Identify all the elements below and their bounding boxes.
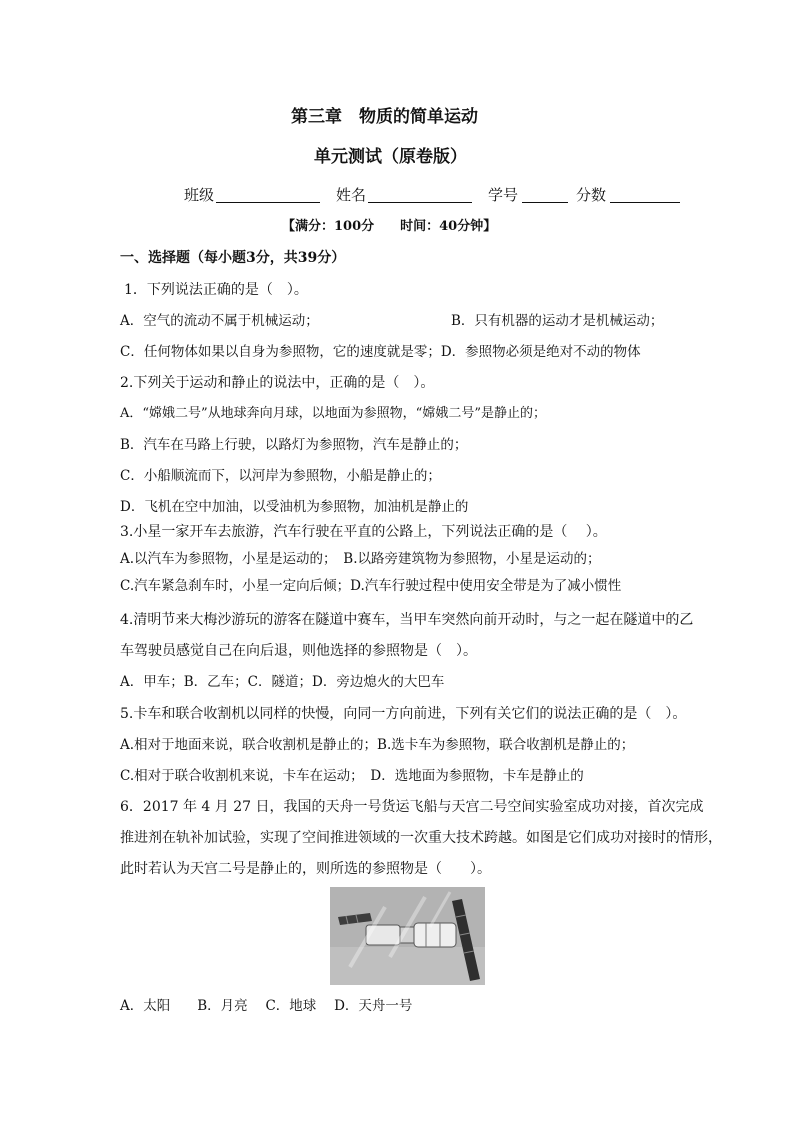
question-6-stem-line-3: 此时若认为天宫二号是静止的，则所选的参照物是（ ）。: [120, 861, 491, 877]
question-6-stem-line-2: 推进剂在轨补加试验，实现了空间推进领域的一次重大技术跨越。如图是它们成功对接时的情形，: [120, 830, 722, 846]
question-2-option-b: B．汽车在马路上行驶，以路灯为参照物，汽车是静止的；: [120, 437, 468, 453]
class-label: 班级: [184, 186, 215, 204]
page-subtitle: 单元测试（原卷版）: [314, 147, 467, 167]
name-label: 姓名: [336, 186, 367, 204]
question-4-stem-line-1: 4.清明节来大梅沙游玩的游客在隧道中赛车，当甲车突然向前开动时，与之一起在隧道中的乙: [120, 612, 694, 628]
question-4-stem-line-2: 车驾驶员感觉自己在向后退，则他选择的参照物是（ ）。: [120, 643, 477, 659]
question-1-option-cd: C．任何物体如果以自身为参照物，它的速度就是零；D．参照物必须是绝对不动的物体: [120, 344, 641, 360]
section-heading: 一、选择题（每小题3分，共39分）: [120, 250, 346, 266]
exam-meta: 【满分：100分 时间：40分钟】: [282, 219, 497, 234]
spacecraft-body-icon: [366, 923, 456, 947]
question-6-options: A．太阳 B．月亮 C．地球 D．天舟一号: [120, 998, 413, 1014]
question-2-option-a: A．“嫦娥二号”从地球奔向月球，以地面为参照物，“嫦娥二号”是静止的；: [120, 406, 546, 421]
spacecraft-docking-image: [330, 887, 485, 985]
id-field[interactable]: [522, 202, 568, 203]
score-label: 分数: [576, 186, 607, 204]
score-field[interactable]: [610, 202, 680, 203]
question-2-stem: 2.下列关于运动和静止的说法中，正确的是（ ）。: [120, 375, 435, 391]
question-4-options: A．甲车；B．乙车；C．隧道；D．旁边熄火的大巴车: [120, 674, 445, 690]
question-6-stem-line-1: 6．2017 年 4 月 27 日，我国的天舟一号货运飞船与天宫二号空间实验室成功对接，首次完成: [120, 799, 704, 815]
question-1-stem: 1．下列说法正确的是（ ）。: [124, 282, 308, 298]
question-5-option-ab: A.相对于地面来说，联合收割机是静止的；B.选卡车为参照物，联合收割机是静止的；: [120, 737, 635, 753]
question-1-option-b: B．只有机器的运动才是机械运动；: [451, 313, 664, 329]
name-field[interactable]: [368, 202, 472, 203]
chapter-title: 第三章 物质的简单运动: [291, 107, 478, 127]
question-2-option-c: C．小船顺流而下，以河岸为参照物，小船是静止的；: [120, 468, 441, 484]
question-2-option-d: D．飞机在空中加油，以受油机为参照物，加油机是静止的: [120, 499, 469, 515]
class-field[interactable]: [216, 202, 320, 203]
question-1-option-a: A．空气的流动不属于机械运动；: [120, 313, 319, 329]
question-5-option-cd: C.相对于联合收割机来说，卡车在运动； D．选地面为参照物，卡车是静止的: [120, 768, 584, 784]
question-5-stem: 5.卡车和联合收割机以同样的快慢，向同一方向前进，下列有关它们的说法正确的是（ ）。: [120, 706, 687, 722]
docking-illustration: [330, 887, 485, 985]
question-3-option-ab: A.以汽车为参照物，小星是运动的； B.以路旁建筑物为参照物，小星是运动的；: [120, 551, 601, 567]
question-3-option-cd: C.汽车紧急刹车时，小星一定向后倾；D.汽车行驶过程中使用安全带是为了减小惯性: [120, 578, 622, 594]
question-3-stem: 3.小星一家开车去旅游，汽车行驶在平直的公路上，下列说法正确的是（ ）。: [120, 524, 607, 540]
id-label: 学号: [488, 186, 519, 204]
